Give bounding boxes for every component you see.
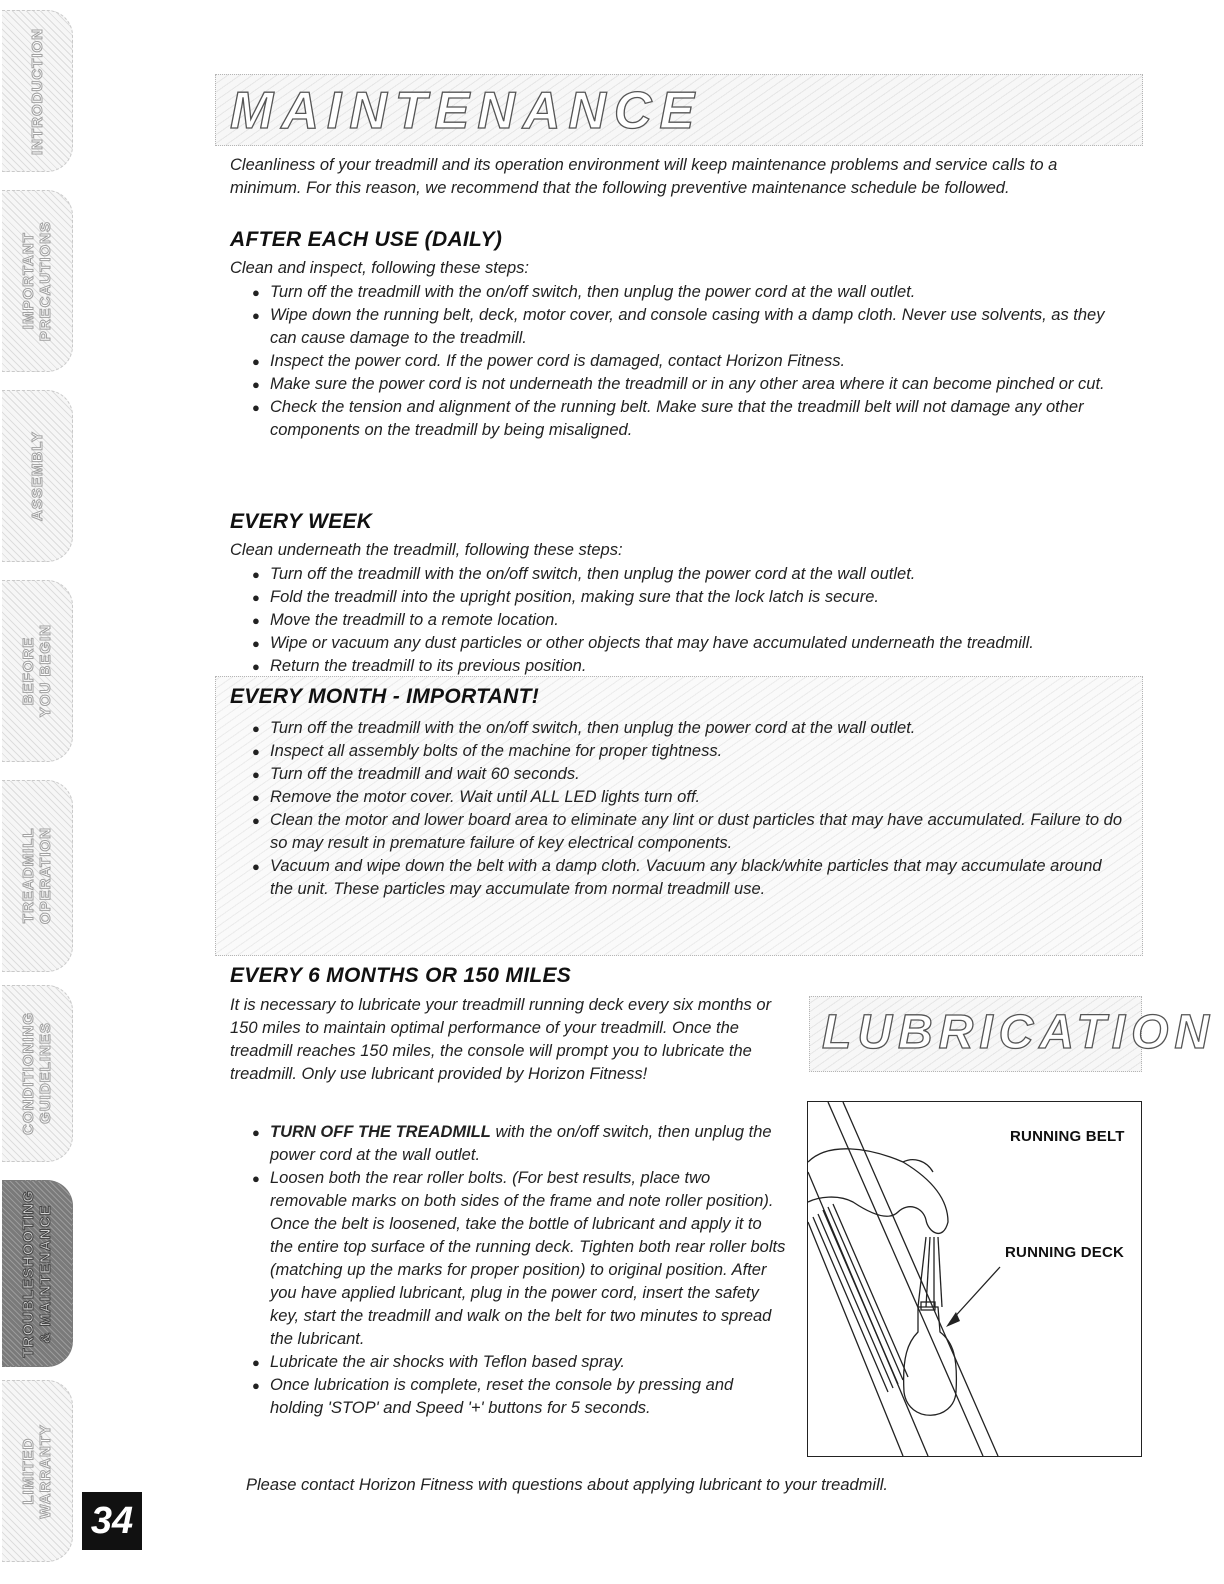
- tab-treadmill-operation[interactable]: [2, 780, 73, 972]
- list-item-text: Return the treadmill to its previous position.: [270, 657, 587, 675]
- list-item: [248, 609, 1128, 632]
- list-item: [248, 563, 1128, 586]
- list-item-text: Vacuum and wipe down the belt with a damp cloth. Vacuum any black/white particles that may accumulate around the unit. These particles may accumulate from normal treadmill use.: [270, 857, 1102, 898]
- bullet-icon: ●: [252, 659, 260, 674]
- bullet-icon: ●: [252, 590, 260, 605]
- maintenance-banner: [215, 74, 1143, 146]
- list-item-text: with the on/off switch, then unplug the power cord at the wall outlet.: [270, 1123, 772, 1164]
- every-week-heading: EVERY WEEK: [230, 510, 373, 533]
- every-6-months-heading: EVERY 6 MONTHS OR 150 MILES: [230, 964, 572, 987]
- tab-label: IMPORTANT PRECAUTIONS: [20, 220, 54, 342]
- lubrication-banner: [809, 996, 1216, 1072]
- bullet-icon: ●: [252, 859, 260, 874]
- after-each-use-list: [248, 281, 1128, 442]
- every-6-months-intro: It is necessary to lubricate your treadmill running deck every six months or 150 miles to maintain optimal performance of your treadmill. Once the treadmill reaches 150 miles, the console will prompt you to lubricate the treadmill. Only use lubricant provided by Horizon Fitness!: [230, 996, 772, 1083]
- tab-label: BEFORE YOU BEGIN: [20, 624, 54, 718]
- list-item: [248, 1167, 788, 1351]
- list-item-text: Make sure the power cord is not underneath the treadmill or in any other area where it can become pinched or cut.: [270, 375, 1105, 393]
- tab-before-you-begin[interactable]: [2, 580, 73, 762]
- list-item-text: Turn off the treadmill with the on/off switch, then unplug the power cord at the wall outlet.: [270, 565, 916, 583]
- after-each-use-heading: AFTER EACH USE (DAILY): [230, 228, 503, 251]
- list-item: [248, 655, 1128, 678]
- page-number: 34: [82, 1492, 142, 1550]
- list-item-text: Fold the treadmill into the upright position, making sure that the lock latch is secure.: [270, 588, 879, 606]
- tab-label: INTRODUCTION: [28, 27, 46, 155]
- every-week-intro: Clean underneath the treadmill, following these steps:: [230, 541, 623, 559]
- tab-label: TROUBLESHOOTING & MAINTENANCE: [20, 1189, 54, 1358]
- bullet-icon: ●: [252, 636, 260, 651]
- list-item: [248, 809, 1128, 855]
- every-month-heading: EVERY MONTH - IMPORTANT!: [230, 685, 539, 708]
- maintenance-title: MAINTENANCE: [230, 82, 703, 140]
- every-week-list: [248, 563, 1128, 678]
- lubrication-illustration: [807, 1101, 1142, 1457]
- after-each-use-intro: Clean and inspect, following these steps:: [230, 259, 530, 277]
- bullet-icon: ●: [252, 400, 260, 415]
- list-item-text: Inspect the power cord. If the power cord is damaged, contact Horizon Fitness.: [270, 352, 846, 370]
- list-item-text: Remove the motor cover. Wait until ALL LED lights turn off.: [270, 788, 701, 806]
- tab-limited-warranty[interactable]: [2, 1380, 73, 1562]
- list-item: [248, 786, 1128, 809]
- list-item: [248, 632, 1128, 655]
- bullet-icon: ●: [252, 354, 260, 369]
- section-tabs: [0, 0, 80, 1584]
- tab-label: CONDITIONING GUIDELINES: [20, 1012, 54, 1135]
- list-item: [248, 1121, 788, 1167]
- tab-label: LIMITED WARRANTY: [20, 1423, 54, 1519]
- bullet-icon: ●: [252, 567, 260, 582]
- bullet-icon: ●: [252, 308, 260, 323]
- list-item: [248, 740, 1128, 763]
- list-item: [248, 1351, 788, 1374]
- bullet-icon: ●: [252, 790, 260, 805]
- list-item: [248, 1374, 788, 1420]
- list-item: [248, 281, 1128, 304]
- running-deck-label: RUNNING DECK: [1005, 1244, 1125, 1261]
- tab-troubleshooting-maintenance[interactable]: [2, 1180, 73, 1367]
- list-item-text: Inspect all assembly bolts of the machine for proper tightness.: [270, 742, 723, 760]
- tab-label: TREADMILL OPERATION: [20, 827, 54, 925]
- list-item: [248, 717, 1128, 740]
- list-item-text: Loosen both the rear roller bolts. (For best results, place two removable marks on both sides of the frame and note roller position). Once the belt is loosened, take the bottle of lubricant and apply it to the entire top surface of the running deck. Tighten both rear roller bolts (matching up the marks for proper position) to original position. After you have applied lubricant, plug in the power cord, insert the safety key, start the treadmill and walk on the belt for two minutes to spread the lubricant.: [270, 1169, 786, 1348]
- tab-conditioning-guidelines[interactable]: [2, 985, 73, 1162]
- maintenance-intro: Cleanliness of your treadmill and its operation environment will keep maintenance problems and service calls to a minimum. For this reason, we recommend that the following preventive maintenance schedule be followed.: [230, 156, 1058, 197]
- list-item: [248, 373, 1128, 396]
- every-month-box: [215, 676, 1143, 956]
- tab-label: ASSEMBLY: [28, 431, 46, 521]
- bullet-icon: ●: [252, 1171, 260, 1186]
- running-belt-label: RUNNING BELT: [1010, 1128, 1125, 1145]
- list-item-bold: TURN OFF THE TREADMILL: [270, 1123, 491, 1141]
- bullet-icon: ●: [252, 744, 260, 759]
- bullet-icon: ●: [252, 285, 260, 300]
- tab-assembly[interactable]: [2, 390, 73, 562]
- list-item-text: Check the tension and alignment of the running belt. Make sure that the treadmill belt will not damage any other components on the treadmill by being misaligned.: [270, 398, 1084, 439]
- list-item-text: Wipe down the running belt, deck, motor cover, and console casing with a damp cloth. Never use solvents, as they can cause damage to the treadmill.: [270, 306, 1105, 347]
- list-item: [248, 586, 1128, 609]
- list-item-text: Turn off the treadmill with the on/off switch, then unplug the power cord at the wall outlet.: [270, 283, 916, 301]
- bullet-icon: ●: [252, 767, 260, 782]
- lubricant-application-drawing: [808, 1102, 1141, 1456]
- bullet-icon: ●: [252, 1125, 260, 1140]
- lubrication-steps: [248, 1121, 788, 1420]
- list-item: [248, 304, 1128, 350]
- bullet-icon: ●: [252, 1355, 260, 1370]
- bullet-icon: ●: [252, 721, 260, 736]
- every-month-list: [248, 717, 1128, 901]
- bullet-icon: ●: [252, 377, 260, 392]
- list-item-text: Lubricate the air shocks with Teflon based spray.: [270, 1353, 625, 1371]
- list-item-text: Turn off the treadmill with the on/off switch, then unplug the power cord at the wall outlet.: [270, 719, 916, 737]
- tab-introduction[interactable]: [2, 10, 73, 172]
- list-item: [248, 855, 1128, 901]
- list-item-text: Move the treadmill to a remote location.: [270, 611, 559, 629]
- tab-important-precautions[interactable]: [2, 190, 73, 372]
- list-item: [248, 763, 1128, 786]
- bullet-icon: ●: [252, 1378, 260, 1393]
- bullet-icon: ●: [252, 813, 260, 828]
- list-item-text: Clean the motor and lower board area to eliminate any lint or dust particles that may have accumulated. Failure to do so may result in premature failure of key electrical components.: [270, 811, 1123, 852]
- list-item-text: Turn off the treadmill and wait 60 seconds.: [270, 765, 580, 783]
- lubrication-footer-note: Please contact Horizon Fitness with questions about applying lubricant to your treadmill.: [246, 1476, 889, 1494]
- list-item-text: Wipe or vacuum any dust particles or other objects that may have accumulated underneath the treadmill.: [270, 634, 1034, 652]
- list-item-text: Once lubrication is complete, reset the console by pressing and holding 'STOP' and Speed '+' buttons for 5 seconds.: [270, 1376, 734, 1417]
- lubrication-title: LUBRICATION: [822, 1006, 1216, 1059]
- bullet-icon: ●: [252, 613, 260, 628]
- list-item: [248, 396, 1128, 442]
- list-item: [248, 350, 1128, 373]
